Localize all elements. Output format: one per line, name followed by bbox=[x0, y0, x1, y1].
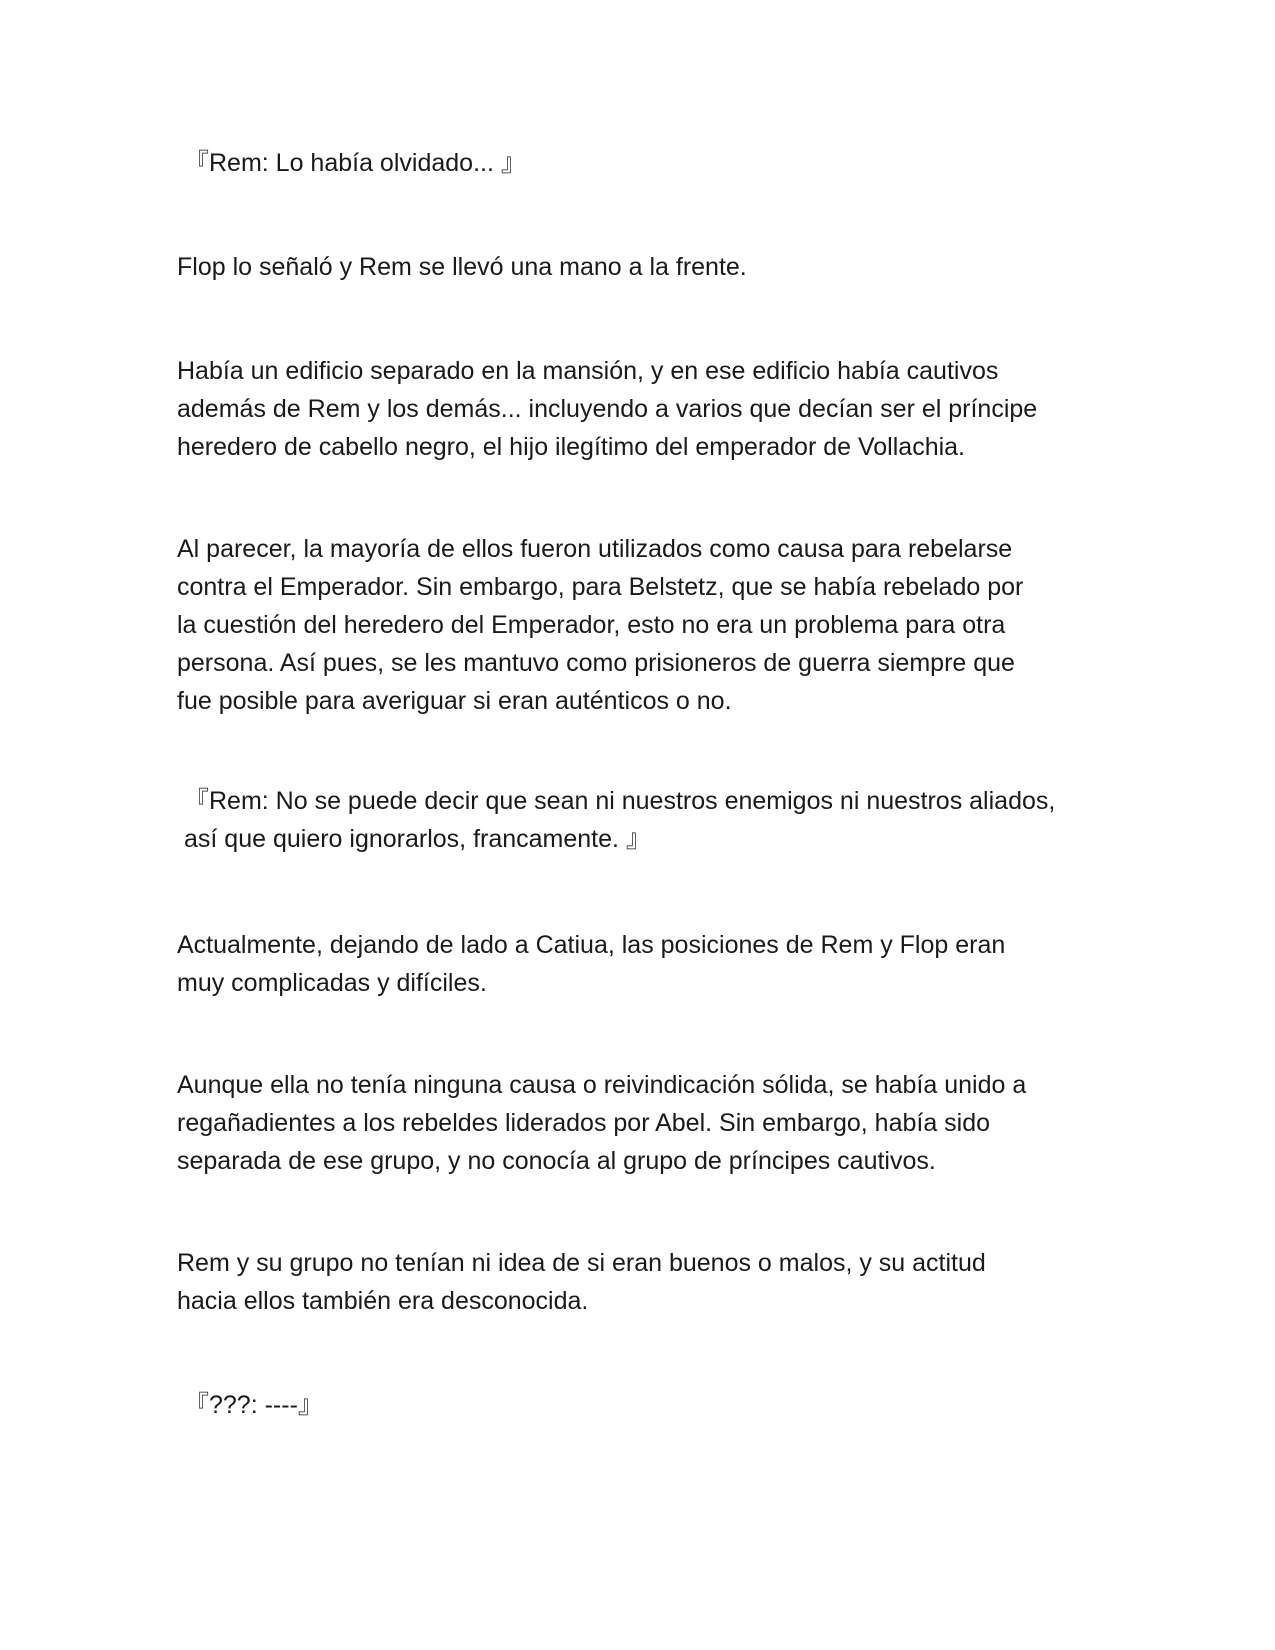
narration-paragraph: Había un edificio separado en la mansión, y en ese edificio había cautivos además de Rem y los demás... incluyendo a varios que decían ser el príncipe heredero de cabello negro, el hijo ilegítimo del emperador de Vollachia. bbox=[177, 357, 1038, 461]
narration-paragraph: Rem y su grupo no tenían ni idea de si eran buenos o malos, y su actitud hacia ellos también era desconocida. bbox=[177, 1249, 986, 1315]
narration-paragraph: Actualmente, dejando de lado a Catiua, las posiciones de Rem y Flop eran muy complicadas y difíciles. bbox=[177, 931, 1006, 997]
narration-paragraph: Al parecer, la mayoría de ellos fueron utilizados como causa para rebelarse contra el Emperador. Sin embargo, para Belstetz, que se había rebelado por la cuestión del heredero del Emperador, esto no era un problema para otra persona. Así pues, se les mantuvo como prisioneros de guerra siempre que fue posible para averiguar si eran auténticos o no. bbox=[177, 535, 1024, 715]
dialogue-paragraph: 『???: ----』 bbox=[184, 1391, 323, 1419]
dialogue-paragraph: 『Rem: Lo había olvidado... 』 bbox=[184, 149, 526, 177]
narration-paragraph: Flop lo señaló y Rem se llevó una mano a la frente. bbox=[177, 253, 747, 281]
narration-paragraph: Aunque ella no tenía ninguna causa o reivindicación sólida, se había unido a regañadientes a los rebeldes liderados por Abel. Sin embargo, había sido separada de ese grupo, y no conocía al grupo de príncipes cautivos. bbox=[177, 1071, 1027, 1175]
dialogue-paragraph: 『Rem: No se puede decir que sean ni nuestros enemigos ni nuestros aliados, así que quiero ignorarlos, francamente. 』 bbox=[184, 787, 1056, 853]
